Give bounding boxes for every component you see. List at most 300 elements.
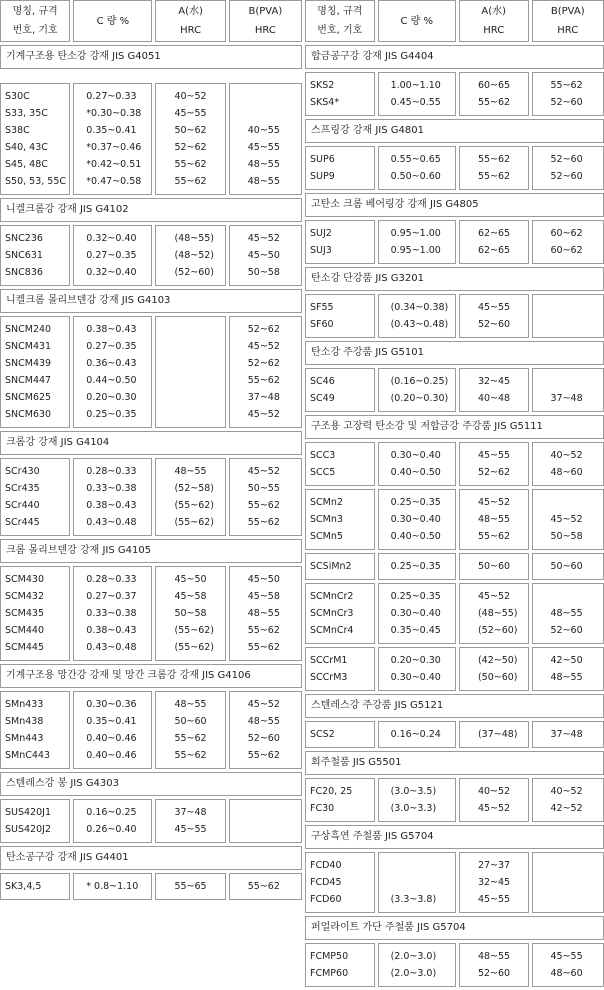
table-cell: 52~60 — [464, 316, 528, 333]
data-column — [305, 778, 375, 822]
table-cell: SF55 — [310, 299, 374, 316]
table-cell: SCr440 — [5, 497, 69, 514]
table-cell: (2.0~3.0) — [383, 948, 455, 965]
data-column — [155, 691, 225, 769]
header-col2 — [459, 0, 529, 42]
table-cell: 48~55 — [160, 696, 224, 713]
table-cell: S50, 53, 55C — [5, 173, 69, 190]
table-cell: 42~50 — [537, 652, 604, 669]
data-column — [229, 873, 302, 900]
table-cell: SNCM630 — [5, 406, 69, 423]
table-cell: (3.3~3.8) — [383, 891, 455, 908]
table-cell: 50~60 — [160, 713, 224, 730]
table-cell: 50~58 — [160, 605, 224, 622]
table-cell: SUS420J2 — [5, 821, 69, 838]
data-column — [0, 83, 70, 195]
data-block — [0, 225, 302, 286]
table-cell: (55~62) — [160, 622, 224, 639]
table-cell: SCM430 — [5, 571, 69, 588]
table-cell: SCM435 — [5, 605, 69, 622]
table-cell: 45~55 — [234, 139, 301, 156]
table-cell: 45~58 — [234, 588, 301, 605]
data-column — [155, 873, 225, 900]
data-block — [305, 368, 604, 412]
table-cell: (2.0~3.0) — [383, 965, 455, 982]
table-cell: 0.40~0.50 — [383, 464, 455, 481]
table-cell: 0.20~0.30 — [383, 652, 455, 669]
table-cell: (52~58) — [160, 480, 224, 497]
table-cell: 0.40~0.50 — [383, 528, 455, 545]
table-cell: * 0.8~1.10 — [78, 878, 151, 895]
table-cell: 55~62 — [160, 730, 224, 747]
header-text: HRC — [180, 21, 201, 40]
data-block — [305, 852, 604, 913]
table-cell: SCMn3 — [310, 511, 374, 528]
table-cell: 37~48 — [537, 390, 604, 407]
data-column — [459, 294, 529, 338]
data-column — [378, 852, 456, 913]
table-cell: SCr430 — [5, 463, 69, 480]
table-cell: SUJ3 — [310, 242, 374, 259]
data-column — [459, 943, 529, 987]
table-cell: FCMP60 — [310, 965, 374, 982]
section-title: 스프링강 강재 JIS G4801 — [305, 119, 604, 143]
table-cell: (42~50) — [464, 652, 528, 669]
header-text: A(水) — [481, 2, 506, 21]
data-column — [155, 83, 225, 195]
table-cell: 0.43~0.48 — [78, 639, 151, 656]
data-column — [532, 442, 604, 486]
table-cell: SUP9 — [310, 168, 374, 185]
table-cell: S40, 43C — [5, 139, 69, 156]
table-cell: 55~62 — [464, 94, 528, 111]
section-title: 크롬강 강재 JIS G4104 — [0, 431, 302, 455]
header-col3 — [229, 0, 302, 42]
table-cell: 0.30~0.40 — [383, 605, 455, 622]
table-cell: 45~55 — [464, 447, 528, 464]
table-cell — [537, 588, 604, 605]
table-cell: SC49 — [310, 390, 374, 407]
table-cell: 45~52 — [537, 511, 604, 528]
data-column — [305, 146, 375, 190]
table-cell: 48~55 — [537, 669, 604, 686]
table-cell: 52~62 — [234, 321, 301, 338]
data-column — [305, 721, 375, 748]
data-column — [532, 647, 604, 691]
table-cell: (48~55) — [464, 605, 528, 622]
data-column — [459, 583, 529, 644]
data-column — [305, 220, 375, 264]
header-text: 명칭, 규격 — [317, 2, 362, 21]
table-cell: 0.30~0.36 — [78, 696, 151, 713]
table-cell: 45~52 — [234, 230, 301, 247]
header-text: 번호, 기호 — [13, 21, 58, 40]
table-cell: 45~52 — [464, 588, 528, 605]
header-col3 — [532, 0, 604, 42]
table-cell: (3.0~3.5) — [383, 783, 455, 800]
table-cell: SUP6 — [310, 151, 374, 168]
table-cell: SCCrM1 — [310, 652, 374, 669]
data-block — [0, 873, 302, 900]
data-column — [378, 583, 456, 644]
table-cell: 55~62 — [234, 372, 301, 389]
data-column — [155, 566, 225, 661]
data-column — [73, 225, 152, 286]
table-cell — [383, 857, 455, 874]
section-title: 니켈크롬 몰리브덴강 강재 JIS G4103 — [0, 289, 302, 313]
table-cell: SCM432 — [5, 588, 69, 605]
table-cell: 42~52 — [537, 800, 604, 817]
table-cell: (52~60) — [160, 264, 224, 281]
table-cell: 40~52 — [464, 783, 528, 800]
table-cell: 0.35~0.41 — [78, 713, 151, 730]
table-cell: 52~60 — [537, 168, 604, 185]
data-column — [0, 799, 70, 843]
table-cell — [234, 88, 301, 105]
data-block — [305, 583, 604, 644]
table-cell — [537, 494, 604, 511]
table-cell — [537, 373, 604, 390]
data-column — [378, 72, 456, 116]
data-column — [459, 72, 529, 116]
data-column — [532, 368, 604, 412]
table-cell: 52~60 — [537, 622, 604, 639]
table-cell — [537, 299, 604, 316]
table-cell: 0.33~0.38 — [78, 605, 151, 622]
section-title: 탄소강 단강품 JIS G3201 — [305, 267, 604, 291]
table-cell: 45~55 — [464, 299, 528, 316]
table-cell: (3.0~3.3) — [383, 800, 455, 817]
data-column — [73, 83, 152, 195]
table-cell: 0.40~0.46 — [78, 730, 151, 747]
table-cell: S33, 35C — [5, 105, 69, 122]
table-cell — [537, 857, 604, 874]
table-cell: SNCM447 — [5, 372, 69, 389]
table-cell: *0.42~0.51 — [78, 156, 151, 173]
table-cell: 45~52 — [234, 406, 301, 423]
table-cell: 48~55 — [234, 173, 301, 190]
header-text: B(PVA) — [249, 2, 283, 21]
data-column — [378, 647, 456, 691]
table-cell: 52~60 — [537, 151, 604, 168]
data-column — [378, 721, 456, 748]
table-cell — [160, 355, 224, 372]
data-block — [0, 799, 302, 843]
table-cell: 55~62 — [234, 639, 301, 656]
data-column — [305, 553, 375, 580]
table-cell: 45~52 — [464, 494, 528, 511]
data-column — [532, 72, 604, 116]
data-column — [229, 566, 302, 661]
table-cell: 37~48 — [234, 389, 301, 406]
table-cell: SCSiMn2 — [310, 558, 374, 575]
header-text: 번호, 기호 — [317, 21, 362, 40]
data-column — [0, 873, 70, 900]
table-cell: 45~55 — [160, 821, 224, 838]
table-cell: SMn433 — [5, 696, 69, 713]
table-cell: 50~60 — [464, 558, 528, 575]
data-block — [0, 83, 302, 195]
data-column — [378, 146, 456, 190]
table-cell: SCM440 — [5, 622, 69, 639]
table-cell: 0.95~1.00 — [383, 242, 455, 259]
header-text: A(水) — [178, 2, 203, 21]
data-column — [532, 778, 604, 822]
table-cell: (37~48) — [464, 726, 528, 743]
spacer — [0, 72, 302, 83]
data-column — [155, 458, 225, 536]
table-cell: 48~60 — [537, 464, 604, 481]
table-cell: SMn438 — [5, 713, 69, 730]
header-text: HRC — [483, 21, 504, 40]
table-cell: 45~52 — [234, 463, 301, 480]
table-cell: SCMnCr3 — [310, 605, 374, 622]
table-cell: 0.50~0.60 — [383, 168, 455, 185]
data-column — [459, 368, 529, 412]
table-cell: 0.25~0.35 — [383, 494, 455, 511]
data-column — [305, 72, 375, 116]
table-cell: 52~60 — [234, 730, 301, 747]
table-cell: FCD45 — [310, 874, 374, 891]
data-column — [73, 873, 152, 900]
table-cell: SCMn5 — [310, 528, 374, 545]
section-title: 스텐레스강 주강품 JIS G5121 — [305, 694, 604, 718]
table-cell: *0.37~0.46 — [78, 139, 151, 156]
header-col1 — [73, 0, 152, 42]
table-cell: SCr445 — [5, 514, 69, 531]
table-cell: 62~65 — [464, 225, 528, 242]
table-cell: 0.38~0.43 — [78, 497, 151, 514]
data-column — [459, 146, 529, 190]
table-header — [0, 0, 302, 42]
table-cell: 55~62 — [234, 622, 301, 639]
data-column — [0, 458, 70, 536]
data-block — [0, 566, 302, 661]
data-column — [532, 146, 604, 190]
data-column — [532, 852, 604, 913]
table-cell: 32~45 — [464, 373, 528, 390]
table-cell — [160, 372, 224, 389]
data-block — [305, 220, 604, 264]
data-column — [378, 442, 456, 486]
table-cell: SNCM431 — [5, 338, 69, 355]
data-column — [532, 489, 604, 550]
section-title: 탄소공구강 강재 JIS G4401 — [0, 846, 302, 870]
table-cell: 62~65 — [464, 242, 528, 259]
table-cell: 48~55 — [464, 948, 528, 965]
table-cell: 40~48 — [464, 390, 528, 407]
data-column — [459, 220, 529, 264]
data-block — [305, 489, 604, 550]
table-cell: (52~60) — [464, 622, 528, 639]
header-col2 — [155, 0, 225, 42]
data-column — [532, 553, 604, 580]
table-cell: 55~62 — [234, 514, 301, 531]
data-column — [378, 943, 456, 987]
table-cell: 60~62 — [537, 242, 604, 259]
table-cell: 55~62 — [160, 747, 224, 764]
data-column — [378, 220, 456, 264]
table-cell: FC20, 25 — [310, 783, 374, 800]
table-cell: 55~62 — [464, 151, 528, 168]
data-block — [305, 294, 604, 338]
table-cell: SCMnCr4 — [310, 622, 374, 639]
table-cell: (0.43~0.48) — [383, 316, 455, 333]
data-column — [229, 316, 302, 428]
table-cell: 48~60 — [537, 965, 604, 982]
table-cell: 0.30~0.40 — [383, 511, 455, 528]
table-cell: 0.30~0.40 — [383, 447, 455, 464]
section-title: 크롬 몰리브덴강 강재 JIS G4105 — [0, 539, 302, 563]
table-cell: 50~55 — [234, 480, 301, 497]
table-cell: 45~52 — [234, 696, 301, 713]
table-cell — [234, 105, 301, 122]
data-column — [532, 943, 604, 987]
table-cell — [234, 821, 301, 838]
data-column — [305, 852, 375, 913]
table-cell: SNC631 — [5, 247, 69, 264]
data-column — [73, 316, 152, 428]
data-block — [305, 647, 604, 691]
data-column — [459, 442, 529, 486]
table-cell: 0.25~0.35 — [383, 558, 455, 575]
table-cell: 45~55 — [537, 948, 604, 965]
data-column — [459, 489, 529, 550]
table-cell: 45~52 — [464, 800, 528, 817]
header-text: 명칭, 규격 — [13, 2, 58, 21]
table-cell: SK3,4,5 — [5, 878, 69, 895]
table-cell: 55~62 — [537, 77, 604, 94]
table-cell — [537, 316, 604, 333]
data-block — [305, 72, 604, 116]
table-cell: SCS2 — [310, 726, 374, 743]
table-cell — [383, 874, 455, 891]
table-cell: 0.35~0.45 — [383, 622, 455, 639]
table-cell: 0.27~0.35 — [78, 247, 151, 264]
table-cell: FC30 — [310, 800, 374, 817]
table-cell: 50~62 — [160, 122, 224, 139]
table-cell: 0.27~0.37 — [78, 588, 151, 605]
section-title: 탄소강 주강품 JIS G5101 — [305, 341, 604, 365]
table-cell: *0.30~0.38 — [78, 105, 151, 122]
table-cell: (0.16~0.25) — [383, 373, 455, 390]
table-cell: 55~62 — [160, 173, 224, 190]
table-cell: S45, 48C — [5, 156, 69, 173]
section-title: 합금공구강 강재 JIS G4404 — [305, 45, 604, 69]
data-column — [155, 799, 225, 843]
table-cell: SCM445 — [5, 639, 69, 656]
table-cell: 45~50 — [234, 571, 301, 588]
table-cell: 0.55~0.65 — [383, 151, 455, 168]
table-cell: SCMnCr2 — [310, 588, 374, 605]
table-cell: 40~55 — [234, 122, 301, 139]
table-cell: 0.32~0.40 — [78, 230, 151, 247]
table-cell: S38C — [5, 122, 69, 139]
data-block — [305, 778, 604, 822]
table-cell: 0.16~0.24 — [383, 726, 455, 743]
table-cell: 48~55 — [464, 511, 528, 528]
data-block — [305, 943, 604, 987]
data-column — [459, 647, 529, 691]
header-text: HRC — [557, 21, 578, 40]
section-title: 회주철품 JIS G5501 — [305, 751, 604, 775]
section-title: 스텐레스강 봉 JIS G4303 — [0, 772, 302, 796]
table-cell: SKS4* — [310, 94, 374, 111]
table-cell: 50~60 — [537, 558, 604, 575]
header-col1 — [378, 0, 456, 42]
section-title: 퍼얼라이트 가단 주철품 JIS G5704 — [305, 916, 604, 940]
data-column — [229, 225, 302, 286]
table-cell: 1.00~1.10 — [383, 77, 455, 94]
data-column — [0, 691, 70, 769]
table-cell: 45~52 — [234, 338, 301, 355]
table-cell: 0.28~0.33 — [78, 571, 151, 588]
table-cell: FCD60 — [310, 891, 374, 908]
table-cell: SMn443 — [5, 730, 69, 747]
table-cell: 0.38~0.43 — [78, 622, 151, 639]
data-column — [73, 799, 152, 843]
table-cell: (50~60) — [464, 669, 528, 686]
data-column — [378, 553, 456, 580]
section-title: 구상흑연 주철품 JIS G5704 — [305, 825, 604, 849]
table-cell — [160, 321, 224, 338]
data-column — [229, 458, 302, 536]
data-column — [532, 220, 604, 264]
header-text: HRC — [255, 21, 276, 40]
table-cell: SCMn2 — [310, 494, 374, 511]
table-cell: 0.40~0.46 — [78, 747, 151, 764]
section-title: 고탄소 크롬 베어링강 강재 JIS G4805 — [305, 193, 604, 217]
data-block — [305, 721, 604, 748]
table-cell: 37~48 — [537, 726, 604, 743]
table-cell: 45~50 — [234, 247, 301, 264]
data-column — [378, 368, 456, 412]
table-cell: 0.38~0.43 — [78, 321, 151, 338]
data-column — [378, 294, 456, 338]
table-cell: SMnC443 — [5, 747, 69, 764]
table-cell: 52~62 — [160, 139, 224, 156]
table-cell: 55~62 — [464, 168, 528, 185]
data-column — [305, 943, 375, 987]
data-block — [305, 442, 604, 486]
data-column — [0, 316, 70, 428]
data-column — [378, 778, 456, 822]
table-cell: 0.25~0.35 — [383, 588, 455, 605]
table-cell: 45~55 — [464, 891, 528, 908]
table-cell: 52~60 — [537, 94, 604, 111]
table-cell: (48~52) — [160, 247, 224, 264]
table-cell: 52~62 — [234, 355, 301, 372]
data-block — [305, 553, 604, 580]
left-column — [0, 0, 302, 903]
data-block — [0, 691, 302, 769]
table-cell: S30C — [5, 88, 69, 105]
data-column — [459, 721, 529, 748]
data-column — [155, 316, 225, 428]
table-cell — [234, 804, 301, 821]
table-cell: 0.25~0.35 — [78, 406, 151, 423]
table-cell: 48~55 — [234, 713, 301, 730]
table-cell: SCCrM3 — [310, 669, 374, 686]
data-column — [532, 294, 604, 338]
table-header — [305, 0, 604, 42]
table-cell: 0.95~1.00 — [383, 225, 455, 242]
data-block — [305, 146, 604, 190]
table-cell: 48~55 — [234, 605, 301, 622]
table-cell: 0.43~0.48 — [78, 514, 151, 531]
right-column — [305, 0, 604, 990]
table-cell: SCr435 — [5, 480, 69, 497]
